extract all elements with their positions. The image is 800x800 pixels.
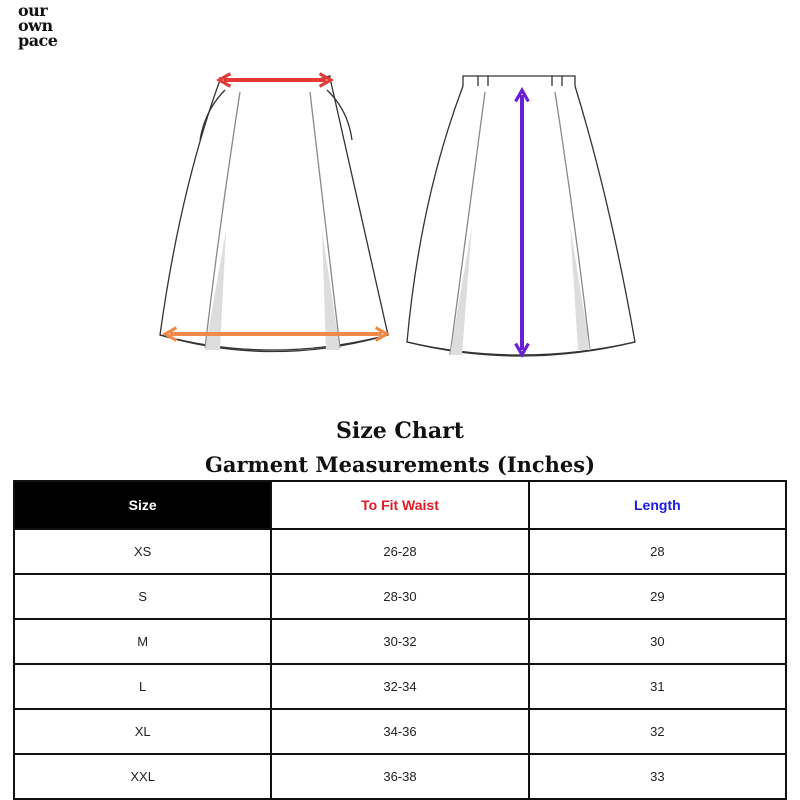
size-table (13, 480, 787, 800)
cell-length: 31 (529, 664, 786, 709)
brand-logo-line1: our (18, 1, 48, 20)
cell-length: 32 (529, 709, 786, 754)
table-row (14, 574, 786, 619)
cell-waist: 34-36 (271, 709, 528, 754)
cell-length: 33 (529, 754, 786, 799)
cell-waist: 36-38 (271, 754, 528, 799)
skirt-front-drawing (160, 76, 388, 352)
cell-waist: 26-28 (271, 529, 528, 574)
cell-size: M (14, 619, 271, 664)
table-header-row (14, 481, 786, 529)
table-row (14, 619, 786, 664)
cell-size: L (14, 664, 271, 709)
cell-waist: 30-32 (271, 619, 528, 664)
cell-size: XXL (14, 754, 271, 799)
cell-length: 30 (529, 619, 786, 664)
table-row (14, 664, 786, 709)
table-row (14, 529, 786, 574)
cell-length: 28 (529, 529, 786, 574)
cell-waist: 28-30 (271, 574, 528, 619)
header-length: Length (529, 481, 786, 529)
cell-size: XL (14, 709, 271, 754)
cell-waist: 32-34 (271, 664, 528, 709)
brand-logo-line2: own (18, 16, 53, 35)
cell-length: 29 (529, 574, 786, 619)
chart-subtitle: Garment Measurements (Inches) (204, 452, 596, 477)
brand-logo-line3: pace (18, 31, 58, 50)
table-row (14, 754, 786, 799)
header-to-fit-waist: To Fit Waist (271, 481, 528, 529)
cell-size: XS (14, 529, 271, 574)
chart-title: Size Chart (336, 418, 464, 444)
header-size: Size (14, 481, 271, 529)
cell-size: S (14, 574, 271, 619)
table-row (14, 709, 786, 754)
